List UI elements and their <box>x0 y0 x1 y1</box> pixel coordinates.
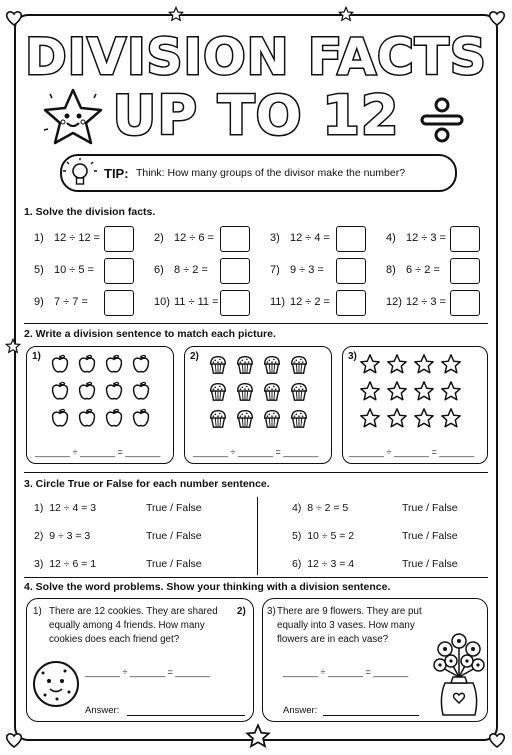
answer-box[interactable] <box>104 258 134 284</box>
star-icon <box>359 407 381 429</box>
answer-box[interactable] <box>336 290 366 316</box>
division-expression: 12 ÷ 2 = <box>290 296 330 308</box>
item-number: 6) <box>292 558 302 570</box>
cupcake-icon <box>288 380 310 402</box>
division-fact <box>386 232 446 244</box>
division-sentence-blank[interactable]: _______ ÷ _______ = _______ <box>85 667 211 677</box>
division-fact <box>34 264 94 276</box>
true-false-choice[interactable]: True / False <box>146 530 202 542</box>
divider <box>24 323 488 324</box>
answer-line[interactable] <box>127 715 245 716</box>
division-fact <box>270 232 330 244</box>
tip-box <box>60 154 457 192</box>
section-1-heading: 1. Solve the division facts. <box>24 206 156 218</box>
item-number: 8) <box>386 264 396 276</box>
division-fact <box>34 296 88 308</box>
division-expression: 12 ÷ 3 = <box>406 296 446 308</box>
item-number: 5) <box>292 530 302 542</box>
star-icon <box>440 407 462 429</box>
division-fact <box>154 232 214 244</box>
number-sentence <box>292 558 354 570</box>
word-problem-box <box>262 598 488 722</box>
sentence-text: 12 ÷ 3 = 4 <box>307 558 355 570</box>
sentence-text: 9 ÷ 3 = 3 <box>49 530 91 542</box>
apple-icon <box>76 407 98 429</box>
cupcake-icon <box>288 407 310 429</box>
true-false-choice[interactable]: True / False <box>402 558 458 570</box>
cupcake-icon <box>207 407 229 429</box>
division-fact <box>386 296 446 308</box>
apple-icon <box>130 407 152 429</box>
sentence-text: 12 ÷ 6 = 1 <box>49 558 97 570</box>
division-fact <box>270 296 330 308</box>
division-expression: 9 ÷ 3 = <box>290 264 324 276</box>
star-icon <box>440 353 462 375</box>
cupcake-icon <box>261 380 283 402</box>
apple-icon <box>76 353 98 375</box>
section-3-heading: 3. Circle True or False for each number sentence. <box>24 478 270 490</box>
answer-line[interactable] <box>323 715 419 716</box>
number-sentence <box>292 502 348 514</box>
word-problem-box <box>26 598 254 722</box>
page-subtitle: UP TO 12 <box>112 84 400 147</box>
star-icon <box>413 380 435 402</box>
division-expression: 12 ÷ 6 = <box>174 232 214 244</box>
star-icon <box>440 380 462 402</box>
division-expression: 12 ÷ 3 = <box>406 232 446 244</box>
star-icon <box>413 353 435 375</box>
number-sentence <box>34 558 96 570</box>
star-icon <box>359 353 381 375</box>
answer-box[interactable] <box>104 290 134 316</box>
apple-icon <box>103 353 125 375</box>
apple-icon <box>49 407 71 429</box>
answer-box[interactable] <box>220 258 250 284</box>
answer-box[interactable] <box>450 226 480 252</box>
division-sentence-blank[interactable]: _______ ÷ _______ = _______ <box>349 447 475 457</box>
true-false-choice[interactable]: True / False <box>402 502 458 514</box>
item-number: 3) <box>267 606 276 617</box>
item-number: 2) <box>190 351 199 362</box>
cupcake-icon <box>234 353 256 375</box>
true-false-choice[interactable]: True / False <box>146 558 202 570</box>
item-number: 9) <box>34 296 44 308</box>
answer-label: Answer: <box>283 705 318 716</box>
division-expression: 11 ÷ 11 = <box>174 296 219 308</box>
apple-icon <box>76 380 98 402</box>
problem-text: There are 9 flowers. They are put equally into 3 vases. How many flowers are in each vase? <box>277 606 422 645</box>
star-icon <box>245 723 271 749</box>
star-icon <box>413 407 435 429</box>
division-fact <box>270 264 324 276</box>
heart-icon <box>487 730 507 750</box>
item-number: 1) <box>34 232 44 244</box>
star-icon <box>386 380 408 402</box>
divider <box>24 472 488 473</box>
apple-icon <box>103 407 125 429</box>
answer-box[interactable] <box>450 290 480 316</box>
apple-icon <box>130 353 152 375</box>
item-number: 2) <box>237 606 246 617</box>
cupcake-icon <box>207 353 229 375</box>
star-icon <box>386 407 408 429</box>
tip-text: Think: How many groups of the divisor make the number? <box>136 167 406 179</box>
division-fact <box>154 296 218 308</box>
item-number: 2) <box>34 530 44 542</box>
division-expression: 12 ÷ 4 = <box>290 232 330 244</box>
answer-box[interactable] <box>220 226 250 252</box>
item-number: 12) <box>386 296 402 308</box>
heart-icon <box>4 730 24 750</box>
lightbulb-icon <box>62 158 98 190</box>
answer-box[interactable] <box>336 226 366 252</box>
sentence-text: 10 ÷ 5 = 2 <box>307 530 355 542</box>
answer-label: Answer: <box>85 705 120 716</box>
cupcake-icon <box>261 353 283 375</box>
flower-vase-icon <box>431 629 487 721</box>
division-expression: 12 ÷ 12 = <box>54 232 101 244</box>
problem-text: There are 12 cookies. They are shared equally among 4 friends. How many cookies does each friend get? <box>49 606 218 645</box>
star-icon <box>386 353 408 375</box>
sentence-text: 8 ÷ 2 = 5 <box>307 502 349 514</box>
item-number: 3) <box>348 351 357 362</box>
apple-icon <box>49 353 71 375</box>
cupcake-icon <box>288 353 310 375</box>
division-expression: 6 ÷ 2 = <box>406 264 440 276</box>
item-number: 3) <box>34 558 44 570</box>
number-sentence <box>292 530 354 542</box>
item-number: 1) <box>34 502 44 514</box>
star-icon <box>338 6 354 22</box>
answer-box[interactable] <box>220 290 250 316</box>
number-sentence <box>34 530 90 542</box>
apple-icon <box>49 380 71 402</box>
divider <box>24 577 488 578</box>
item-number: 10) <box>154 296 170 308</box>
answer-box[interactable] <box>336 258 366 284</box>
section-4-heading: 4. Solve the word problems. Show your thinking with a division sentence. <box>24 581 391 593</box>
item-number: 11) <box>270 296 286 308</box>
star-icon <box>5 338 21 354</box>
picture-box <box>342 346 488 464</box>
division-sentence-blank[interactable]: _______ ÷ _______ = _______ <box>35 447 161 457</box>
cupcake-icon <box>207 380 229 402</box>
division-expression: 10 ÷ 5 = <box>54 264 94 276</box>
division-symbol-icon <box>418 96 466 144</box>
division-fact <box>34 232 100 244</box>
item-number: 7) <box>270 264 280 276</box>
page-title: DIVISION FACTS <box>25 28 487 86</box>
cupcake-icon <box>234 380 256 402</box>
division-fact <box>386 264 440 276</box>
column-divider <box>257 497 258 575</box>
division-expression: 7 ÷ 7 = <box>54 296 88 308</box>
heart-icon <box>4 8 24 28</box>
true-false-choice[interactable]: True / False <box>146 502 202 514</box>
item-number: 3) <box>270 232 280 244</box>
item-number: 5) <box>34 264 44 276</box>
number-sentence <box>34 502 96 514</box>
division-fact <box>154 264 208 276</box>
cookie-icon <box>31 659 81 709</box>
smiling-star-icon <box>40 86 106 150</box>
true-false-choice[interactable]: True / False <box>402 530 458 542</box>
picture-box <box>184 346 332 464</box>
cupcake-icon <box>261 407 283 429</box>
division-expression: 8 ÷ 2 = <box>174 264 208 276</box>
star-icon <box>168 6 184 22</box>
item-number: 6) <box>154 264 164 276</box>
division-sentence-blank[interactable]: _______ ÷ _______ = _______ <box>193 447 319 457</box>
heart-icon <box>487 8 507 28</box>
apple-icon <box>103 380 125 402</box>
division-sentence-blank[interactable]: _______ ÷ _______ = _______ <box>283 667 409 677</box>
item-number: 4) <box>292 502 302 514</box>
item-number: 4) <box>386 232 396 244</box>
answer-box[interactable] <box>450 258 480 284</box>
answer-box[interactable] <box>104 226 134 252</box>
item-number: 2) <box>154 232 164 244</box>
cupcake-icon <box>234 407 256 429</box>
item-number: 1) <box>33 606 42 617</box>
tip-label: TIP: <box>104 165 129 181</box>
sentence-text: 12 ÷ 4 = 3 <box>49 502 97 514</box>
star-icon <box>359 380 381 402</box>
apple-icon <box>130 380 152 402</box>
section-2-heading: 2. Write a division sentence to match each picture. <box>24 328 276 340</box>
item-number: 1) <box>32 351 41 362</box>
picture-box <box>26 346 174 464</box>
